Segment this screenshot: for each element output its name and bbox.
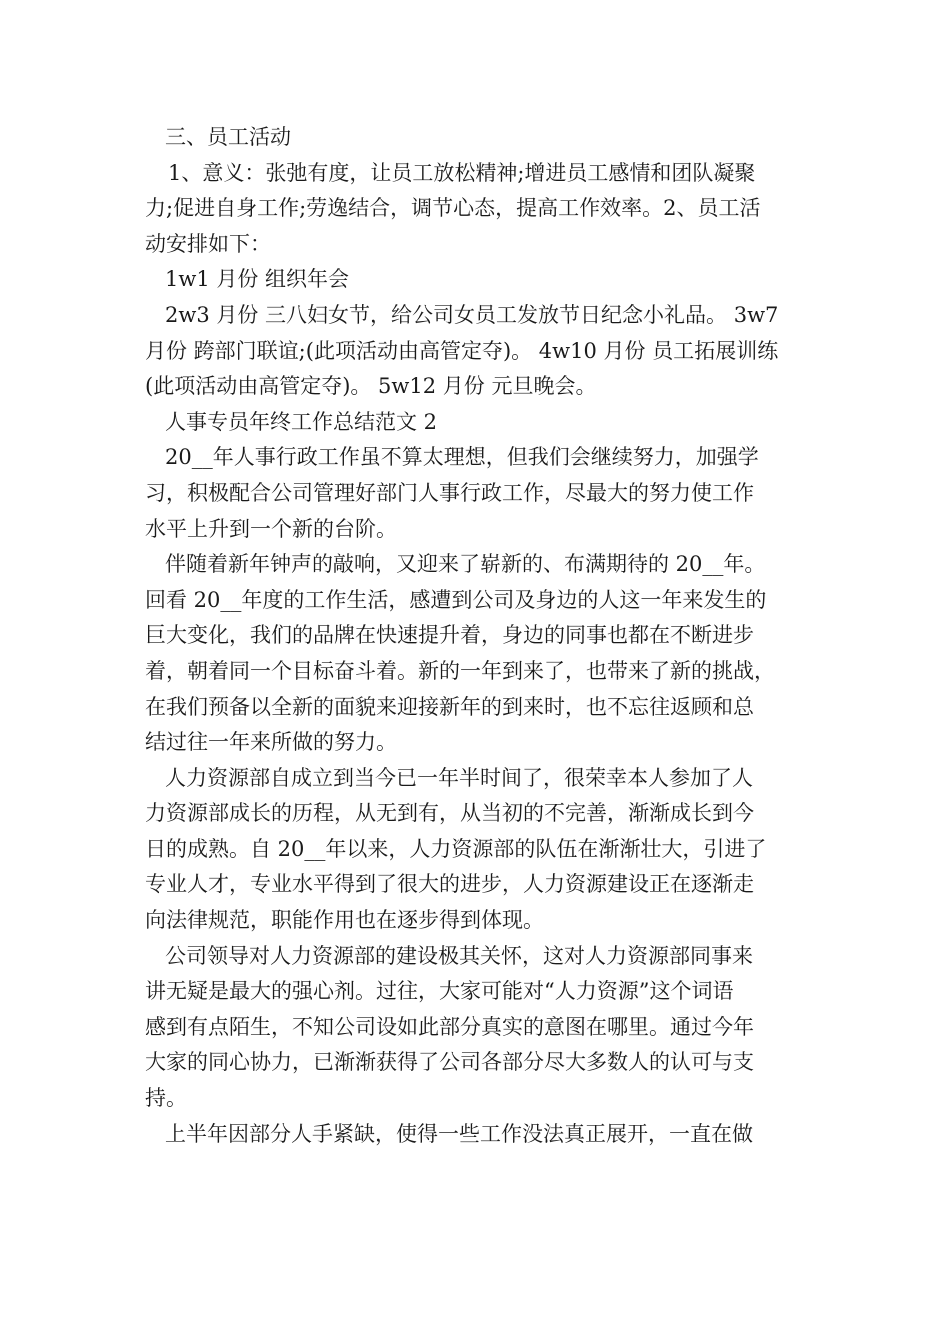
text-line: 月份 跨部门联谊;(此项活动由高管定夺)。 4w10 月份 员工拓展训练 bbox=[145, 338, 779, 363]
text-line: 上半年因部分人手紧缺，使得一些工作没法真正展开，一直在做 bbox=[165, 1121, 753, 1146]
text-line: 20__年人事行政工作虽不算太理想，但我们会继续努力，加强学 bbox=[165, 445, 759, 470]
text-line: 力资源部成长的历程，从无到有，从当初的不完善，渐渐成长到今 bbox=[145, 801, 754, 826]
text-line: 着，朝着同一个目标奋斗着。新的一年到来了，也带来了新的挑战， bbox=[145, 658, 775, 683]
text-line: 持。 bbox=[145, 1086, 187, 1111]
text-line: 水平上升到一个新的台阶。 bbox=[145, 516, 397, 541]
text-line: 1、意义：张弛有度，让员工放松精神;增进员工感情和团队凝聚 bbox=[168, 160, 756, 185]
text-line: 在我们预备以全新的面貌来迎接新年的到来时，也不忘往返顾和总 bbox=[145, 694, 754, 719]
text-line: 大家的同心协力，已渐渐获得了公司各部分尽大多数人的认可与支 bbox=[145, 1050, 754, 1075]
text-line: 力;促进自身工作;劳逸结合，调节心态，提高工作效率。2、员工活 bbox=[145, 196, 761, 221]
text-line: 日的成熟。自 20__年以来，人力资源部的队伍在渐渐壮大，引进了 bbox=[145, 836, 767, 861]
text-line: 专业人才，专业水平得到了很大的进步，人力资源建设正在逐渐走 bbox=[145, 872, 754, 897]
text-line: 感到有点陌生，不知公司设如此部分真实的意图在哪里。通过今年 bbox=[145, 1014, 754, 1039]
text-line: 1w1 月份 组织年会 bbox=[165, 267, 350, 292]
text-line: 向法律规范，职能作用也在逐步得到体现。 bbox=[145, 908, 544, 933]
text-line: 人力资源部自成立到当今已一年半时间了，很荣幸本人参加了人 bbox=[165, 765, 753, 790]
text-line: 伴随着新年钟声的敲响，又迎来了崭新的、布满期待的 20__年。 bbox=[165, 552, 766, 577]
document-body bbox=[145, 120, 805, 1152]
text-line: 三、员工活动 bbox=[165, 125, 291, 149]
text-line: 2w3 月份 三八妇女节，给公司女员工发放节日纪念小礼品。 3w7 bbox=[165, 302, 779, 327]
text-line: 公司领导对人力资源部的建设极其关怀，这对人力资源部同事来 bbox=[165, 943, 753, 968]
text-line: 讲无疑是最大的强心剂。过往，大家可能对“人力资源”这个词语 bbox=[145, 979, 734, 1004]
text-line: 人事专员年终工作总结范文 2 bbox=[165, 409, 438, 434]
text-line: 习，积极配合公司管理好部门人事行政工作，尽最大的努力使工作 bbox=[145, 480, 754, 505]
text-line: (此项活动由高管定夺)。 5w12 月份 元旦晚会。 bbox=[145, 374, 597, 399]
text-line: 回看 20__年度的工作生活，感遭到公司及身边的人这一年来发生的 bbox=[145, 587, 767, 612]
text-line: 巨大变化，我们的品牌在快速提升着，身边的同事也都在不断进步 bbox=[145, 623, 754, 648]
text-line: 动安排如下： bbox=[145, 231, 271, 256]
text-line: 结过往一年来所做的努力。 bbox=[145, 730, 397, 755]
